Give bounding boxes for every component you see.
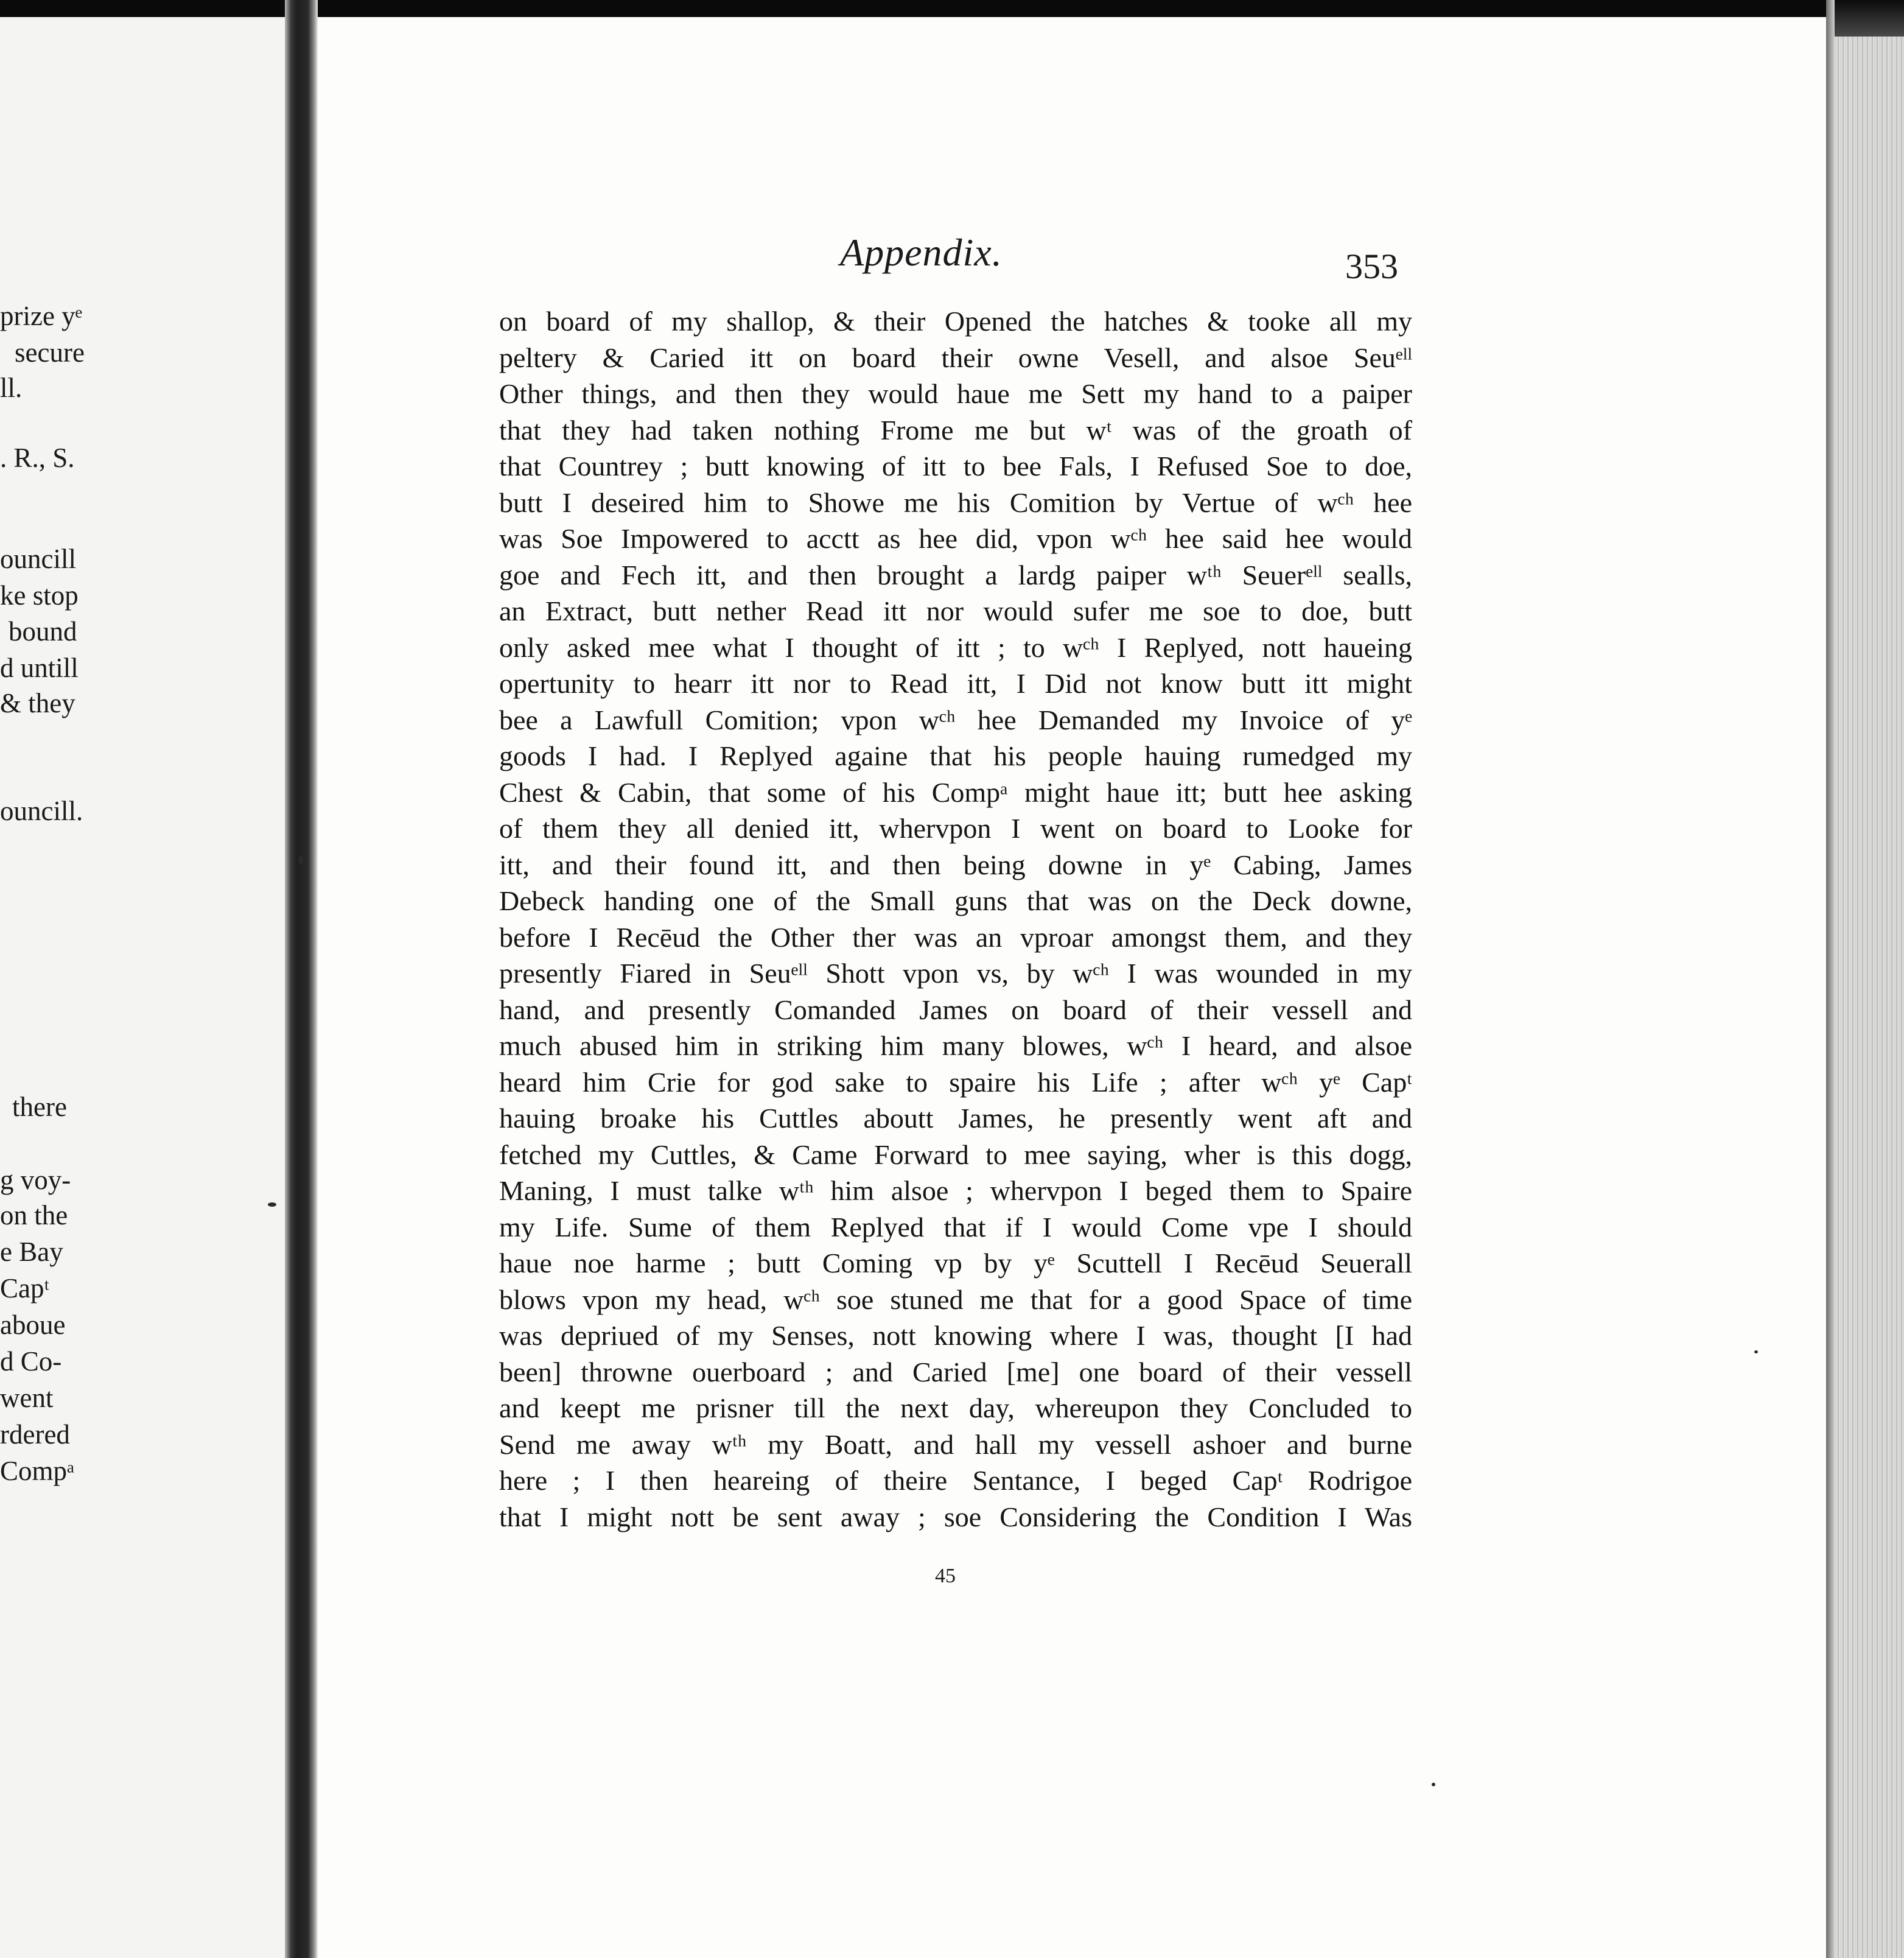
left-page-fragment: prize yᵉ <box>0 301 83 331</box>
page-edges <box>1826 0 1904 1958</box>
left-page-fragment: secure <box>15 337 85 368</box>
left-page-fragment: . R., S. <box>0 443 75 473</box>
left-page-fragment: e Bay <box>0 1237 63 1267</box>
running-head: Appendix. <box>840 231 1003 274</box>
text-line: was Soe Impowered to acctt as hee did, vpon wᶜʰ hee said hee would <box>499 523 1412 554</box>
text-line: butt I deseired him to Showe me his Comition by Vertue of wᶜʰ hee <box>499 486 1412 518</box>
text-line: Other things, and then they would haue me Sett my hand to a paiper <box>499 378 1412 409</box>
text-line: that they had taken nothing Frome me but wᵗ was of the groath of <box>499 414 1412 446</box>
text-line: opertunity to hearr itt nor to Read itt, I Did not know butt itt might <box>499 668 1412 699</box>
text-line: Chest & Cabin, that some of his Compᵃ might haue itt; butt hee asking <box>499 776 1412 808</box>
book-gutter-shadow <box>285 0 318 1958</box>
body-text <box>499 303 1412 1535</box>
scan-speck <box>298 855 303 864</box>
signature-mark: 45 <box>935 1565 956 1587</box>
text-line: that Countrey ; butt knowing of itt to bee Fals, I Refused Soe to doe, <box>499 451 1412 482</box>
text-line: haue noe harme ; butt Coming vp by yᵉ Scuttell I Recēud Seuerall <box>499 1247 1412 1279</box>
text-line: been] throwne ouerboard ; and Caried [me] one board of their vessell <box>499 1356 1412 1388</box>
left-page-fragment: & they <box>0 688 75 718</box>
left-page-fragment: d Co- <box>0 1346 62 1377</box>
text-line: peltery & Caried itt on board their owne Vesell, and alsoe Seuᵉˡˡ <box>499 342 1412 373</box>
left-page-fragment: d untill <box>0 653 79 683</box>
text-line: Debeck handing one of the Small guns that was on the Deck downe, <box>499 885 1412 916</box>
text-line: an Extract, butt nether Read itt nor would sufer me soe to doe, butt <box>499 595 1412 626</box>
text-line: before I Recēud the Other ther was an vproar amongst them, and they <box>499 921 1412 953</box>
left-page-fragment: ke stop <box>0 580 79 611</box>
left-page-fragment: bound <box>9 616 77 647</box>
left-page-fragment: went <box>0 1383 54 1413</box>
text-line: bee a Lawfull Comition; vpon wᶜʰ hee Demanded my Invoice of yᵉ <box>499 704 1412 735</box>
text-line: of them they all denied itt, whervpon I went on board to Looke for <box>499 813 1412 844</box>
left-page-fragment: Compᵃ <box>0 1456 75 1486</box>
text-line: presently Fiared in Seuᵉˡˡ Shott vpon vs, by wᶜʰ I was wounded in my <box>499 958 1412 989</box>
text-line: Send me away wᵗʰ my Boatt, and hall my vessell ashoer and burne <box>499 1428 1412 1460</box>
text-line: only asked mee what I thought of itt ; to wᶜʰ I Replyed, nott haueing <box>499 631 1412 663</box>
text-line: and keept me prisner till the next day, whereupon they Concluded to <box>499 1392 1412 1423</box>
text-line: was depriued of my Senses, nott knowing where I was, thought [I had <box>499 1320 1412 1351</box>
left-page-fragment: aboue <box>0 1310 66 1340</box>
text-line: hauing broake his Cuttles aboutt James, he presently went aft and <box>499 1103 1412 1134</box>
scan-speck <box>1432 1783 1435 1786</box>
left-page-fragment: ouncill <box>0 544 76 574</box>
left-page-fragment: ouncill. <box>0 796 83 826</box>
left-page-fragment: there <box>12 1092 67 1122</box>
text-line: goe and Fech itt, and then brought a lardg paiper wᵗʰ Seuerᵉˡˡ sealls, <box>499 559 1412 591</box>
left-page-fragment: on the <box>0 1200 68 1230</box>
text-line: on board of my shallop, & their Opened the hatches & tooke all my <box>499 306 1412 337</box>
text-line: Maning, I must talke wᵗʰ him alsoe ; whervpon I beged them to Spaire <box>499 1175 1412 1206</box>
left-page-fragment: g voy- <box>0 1165 71 1195</box>
text-line: that I might nott be sent away ; soe Considering the Condition I Was <box>499 1501 1412 1532</box>
text-line: fetched my Cuttles, & Came Forward to mee saying, wher is this dogg, <box>499 1139 1412 1170</box>
text-line: blows vpon my head, wᶜʰ soe stuned me that for a good Space of time <box>499 1283 1412 1315</box>
page-number: 353 <box>1345 247 1398 286</box>
left-page-fragment: Capᵗ <box>0 1273 50 1304</box>
left-page-fragment: rdered <box>0 1419 70 1450</box>
text-line: hand, and presently Comanded James on board of their vessell and <box>499 994 1412 1025</box>
text-line: much abused him in striking him many blowes, wᶜʰ I heard, and alsoe <box>499 1030 1412 1061</box>
text-line: goods I had. I Replyed againe that his people hauing rumedged my <box>499 740 1412 771</box>
text-line: itt, and their found itt, and then being downe in yᵉ Cabing, James <box>499 849 1412 880</box>
scan-speck <box>268 1202 276 1207</box>
text-line: heard him Crie for god sake to spaire his Life ; after wᶜʰ yᵉ Capᵗ <box>499 1066 1412 1098</box>
left-page-fragment: ll. <box>0 373 23 403</box>
scan-speck <box>1754 1350 1758 1353</box>
text-line: my Life. Sume of them Replyed that if I would Come vpe I should <box>499 1211 1412 1243</box>
text-line: here ; I then heareing of theire Sentance, I beged Capᵗ Rodrigoe <box>499 1465 1412 1496</box>
